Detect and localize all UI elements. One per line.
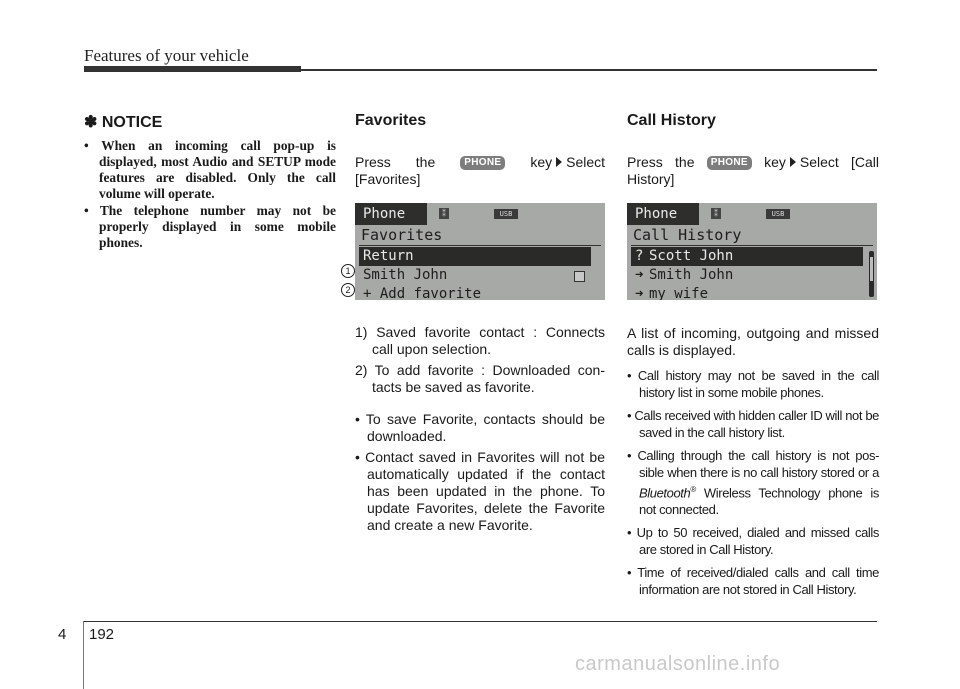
favorites-title: Favorites: [355, 112, 427, 129]
call-history-bullet-list: [627, 367, 879, 598]
bullet-item: • To save Favorite, contacts should be downloaded.: [355, 411, 605, 445]
footer-rule: [84, 621, 877, 622]
call-history-description: A list of incoming, outgoing and missed calls is displayed.: [627, 325, 879, 358]
call-history-section: [627, 112, 879, 604]
screen-heading: Call History: [633, 226, 742, 244]
arrow-right-icon: [790, 157, 796, 167]
screen-divider: [631, 245, 873, 246]
numbered-item: 2) To add favorite : Downloaded con- tacts be saved as favorite.: [355, 362, 605, 395]
screen-row-call[interactable]: [631, 285, 863, 300]
bluetooth-icon: ⁑: [439, 208, 449, 219]
favorites-intro: [355, 154, 605, 188]
watermark: carmanualsonline.info: [575, 653, 781, 675]
screen-row-contact[interactable]: [359, 266, 591, 285]
header-bar-thick: [84, 66, 301, 72]
call-name: Smith John: [649, 267, 734, 283]
screen-row-add-favorite[interactable]: + Add favorite: [363, 286, 482, 300]
scrollbar-thumb[interactable]: [870, 257, 873, 281]
phone-key-label: PHONE: [707, 156, 752, 170]
call-history-intro: [627, 154, 879, 188]
notice-section: [84, 112, 336, 252]
favorites-section: [345, 112, 606, 538]
screen-heading: Favorites: [361, 226, 443, 244]
bullet-text: Wireless Technology phone is not connected.: [639, 485, 879, 518]
notice-title: ✽ NOTICE: [84, 114, 163, 131]
bullet-item: • Up to 50 received, dialed and missed calls are stored in Call History.: [627, 524, 879, 558]
callout-2: 2: [341, 283, 355, 297]
call-name: my wife: [649, 286, 709, 300]
page-header-title: Features of your vehicle: [84, 46, 249, 65]
screen-divider: [359, 245, 601, 246]
callout-1: 1: [341, 264, 355, 278]
bullet-item: [627, 447, 879, 518]
bluetooth-icon: ⁑: [711, 208, 721, 219]
screen-scrollbar[interactable]: [869, 251, 874, 297]
favorites-numbered-list: [355, 324, 605, 396]
header-rule: [301, 69, 877, 71]
outgoing-call-icon: ➜: [635, 267, 644, 283]
arrow-right-icon: [556, 157, 562, 167]
numbered-item: 1) Saved favorite contact : Connects call upon selection.: [355, 324, 605, 357]
phone-icon: [574, 271, 585, 282]
intro-text: Press the: [355, 154, 436, 170]
notice-list: [84, 138, 336, 251]
notice-item: • The telephone number may not be properly displayed in some mobile phones.: [84, 203, 336, 251]
screen-row-return[interactable]: Return: [359, 247, 591, 266]
page-number: 192: [89, 626, 115, 643]
phone-key-label: PHONE: [460, 156, 505, 170]
registered-mark: ®: [690, 485, 696, 494]
outgoing-call-icon: ➜: [635, 286, 644, 300]
call-history-title: Call History: [627, 112, 716, 129]
missed-call-icon: ?: [635, 248, 644, 264]
usb-icon: USB: [766, 209, 790, 219]
intro-text: Press the: [627, 154, 695, 170]
call-name: Scott John: [649, 248, 734, 264]
notice-item: • When an incoming call pop-up is displayed, most Audio and SETUP mode features are disabled. Only the call volume will operate.: [84, 138, 336, 202]
bullet-item: • Time of received/dialed calls and call time information are not stored in Call History.: [627, 564, 879, 598]
bullet-item: • Contact saved in Favorites will not be automatically updated if the contact has been updated in the phone. To update Favorites, delete the Favorite and create a new Favorite.: [355, 449, 605, 534]
bluetooth-word: Bluetooth: [639, 485, 691, 501]
bullet-text: Calling through the call history is not pos- sible when there is no call history stored or a: [637, 448, 879, 480]
usb-icon: USB: [494, 209, 518, 219]
intro-select: Select [Call History]: [627, 154, 880, 187]
screen-tab-phone: Phone: [355, 203, 427, 225]
screen-row-call[interactable]: [631, 247, 863, 266]
screen-row-call[interactable]: [631, 266, 863, 285]
call-history-screen: [627, 203, 877, 300]
contact-name: Smith John: [363, 267, 448, 283]
screen-tab-phone: Phone: [627, 203, 699, 225]
footer-divider: [83, 621, 84, 689]
chapter-number: 4: [58, 626, 67, 643]
bullet-item: • Call history may not be saved in the call history list in some mobile phones.: [627, 367, 879, 401]
favorites-screen: [355, 203, 605, 300]
intro-text: key: [764, 154, 786, 170]
intro-text: key: [530, 154, 553, 170]
intro-select: Select [Favorites]: [355, 154, 606, 187]
favorites-bullet-list: [355, 411, 605, 534]
bullet-item: • Calls received with hidden caller ID will not be saved in the call history list.: [627, 407, 879, 441]
